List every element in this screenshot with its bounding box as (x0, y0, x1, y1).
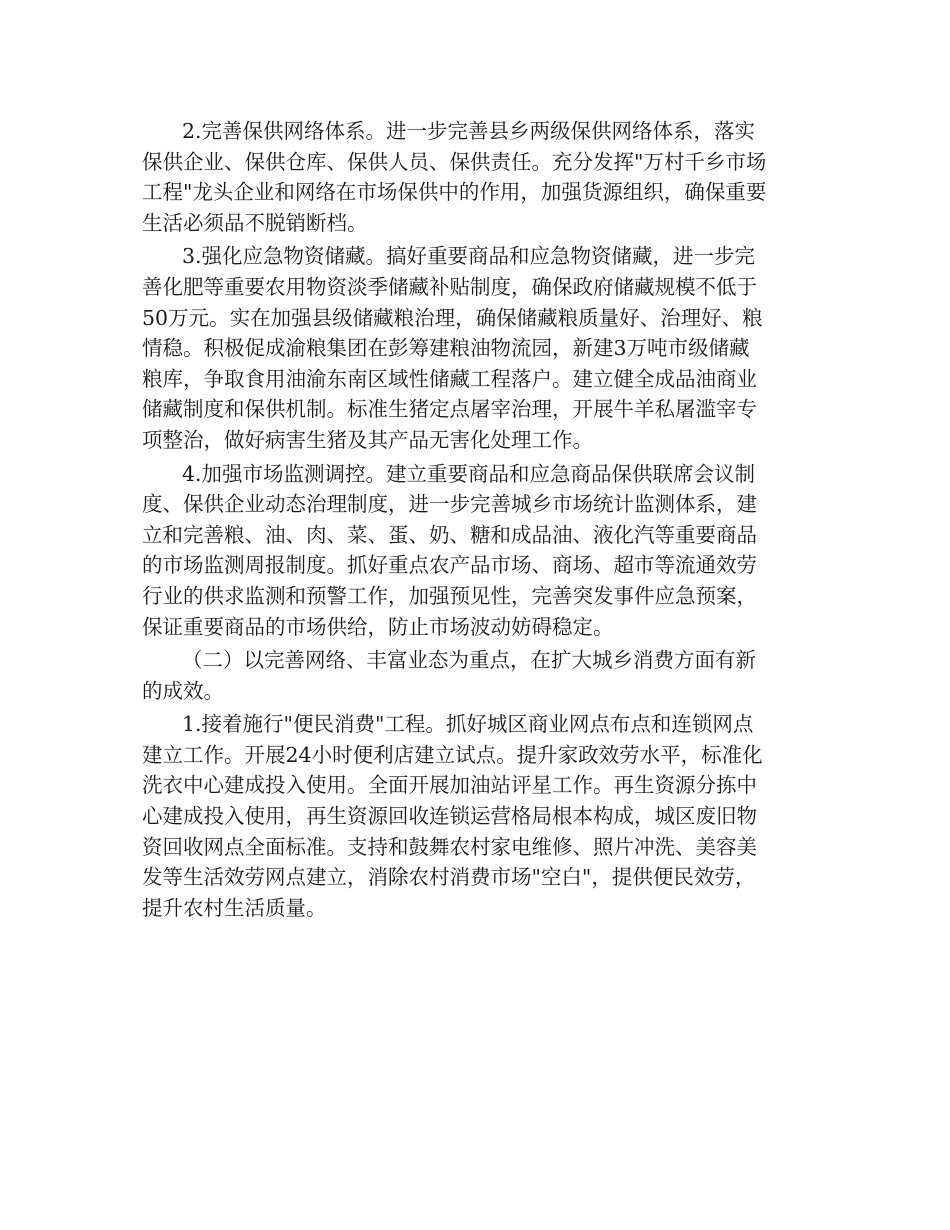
paragraph-convenience (142, 709, 812, 923)
text-line: 粮库，争取食用油渝东南区域性储藏工程落户。建立健全成品油商业 (142, 366, 757, 391)
text-line: 立和完善粮、油、肉、菜、蛋、奶、糖和成品油、液化汽等重要商品 (142, 522, 757, 547)
text-line: 发等生活效劳网点建立，消除农村消费市场"空白"，提供便民效劳， (142, 865, 756, 890)
text-line: 保证重要商品的市场供给，防止市场波动妨碍稳定。 (142, 614, 614, 639)
text-line: 心建成投入使用，再生资源回收连锁运营格局根本构成，城区废旧物 (142, 804, 757, 829)
text-line: 的市场监测周报制度。抓好重点农产品市场、商场、超市等流通效劳 (142, 553, 757, 578)
text-line: （二）以完善网络、丰富业态为重点，在扩大城乡消费方面有新 (182, 648, 756, 673)
section-heading-2 (142, 645, 812, 706)
text-line: 的成效。 (142, 678, 224, 703)
text-line: 4.加强市场监测调控。建立重要商品和应急商品保供联席会议制 (182, 461, 756, 486)
text-line: 50万元。实在加强县级储藏粮治理，确保储藏粮质量好、治理好、粮 (142, 305, 763, 330)
document-body (142, 116, 812, 926)
text-line: 储藏制度和保供机制。标准生猪定点屠宰治理，开展牛羊私屠滥宰专 (142, 397, 757, 422)
text-line: 保供企业、保供仓库、保供人员、保供责任。充分发挥"万村千乡市场 (142, 149, 767, 174)
paragraph-supply-network (142, 116, 812, 238)
paragraph-market-monitoring (142, 459, 812, 643)
text-line: 工程"龙头企业和网络在市场保供中的作用，加强货源组织，确保重要 (142, 180, 767, 205)
text-line: 善化肥等重要农用物资淡季储藏补贴制度，确保政府储藏规模不低于 (142, 274, 757, 299)
text-line: 1.接着施行"便民消费"工程。抓好城区商业网点布点和连锁网点 (182, 712, 754, 737)
text-line: 项整治，做好病害生猪及其产品无害化处理工作。 (142, 427, 593, 452)
text-line: 情稳。积极促成渝粮集团在彭筹建粮油物流园，新建3万吨市级储藏 (142, 336, 750, 361)
text-line: 提升农村生活质量。 (142, 895, 327, 920)
text-line: 2.完善保供网络体系。进一步完善县乡两级保供网络体系，落实 (182, 119, 756, 143)
paragraph-emergency-reserve (142, 241, 812, 455)
text-line: 3.强化应急物资储藏。搞好重要商品和应急物资储藏，进一步完 (182, 244, 756, 269)
text-line: 建立工作。开展24小时便利店建立试点。提升家政效劳水平，标准化 (142, 742, 763, 767)
text-line: 度、保供企业动态治理制度，进一步完善城乡市场统计监测体系，建 (142, 492, 757, 517)
text-line: 洗衣中心建成投入使用。全面开展加油站评星工作。再生资源分拣中 (142, 773, 757, 798)
text-line: 生活必须品不脱销断档。 (142, 210, 368, 235)
text-line: 行业的供求监测和预警工作，加强预见性，完善突发事件应急预案， (142, 583, 757, 608)
text-line: 资回收网点全面标准。支持和鼓舞农村家电维修、照片冲洗、美容美 (142, 834, 757, 859)
